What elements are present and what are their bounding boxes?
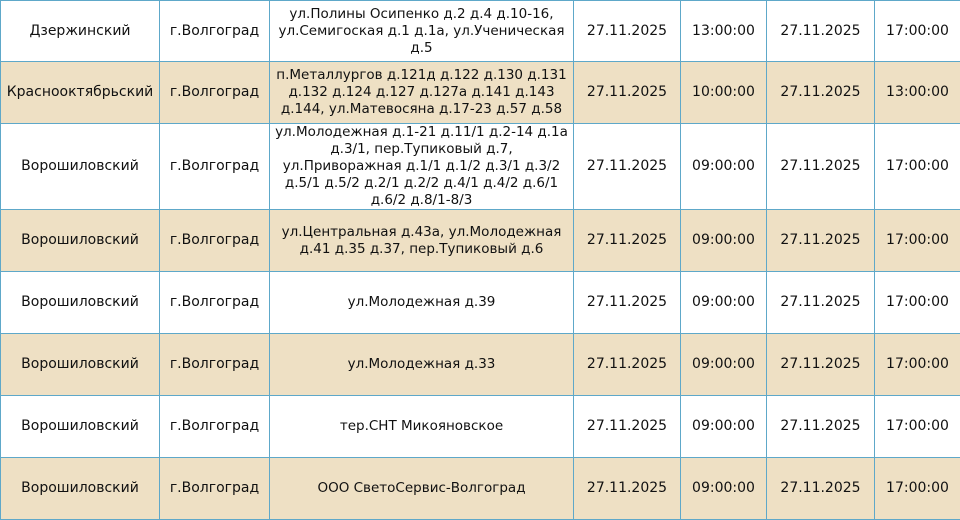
- table-row: [1, 124, 960, 210]
- address-cell: тер.СНТ Микояновское: [270, 396, 574, 458]
- start-date-cell: 27.11.2025: [574, 458, 681, 520]
- end-time-cell: 17:00:00: [875, 1, 960, 62]
- table-row: [1, 210, 960, 272]
- end-date-cell: 27.11.2025: [767, 272, 875, 334]
- end-date-cell: 27.11.2025: [767, 210, 875, 272]
- end-date-cell: 27.11.2025: [767, 458, 875, 520]
- district-cell: Ворошиловский: [1, 272, 160, 334]
- start-time-cell: 09:00:00: [681, 334, 767, 396]
- start-date-cell: 27.11.2025: [574, 210, 681, 272]
- address-cell: ул.Молодежная д.1-21 д.11/1 д.2-14 д.1а д.3/1, пер.Тупиковый д.7, ул.Приворажная д.1/1 д.1/2 д.3/1 д.3/2 д.5/1 д.5/2 д.2/1 д.2/2 д.4/1 д.4/2 д.6/1 д.6/2 д.8/1-8/3: [270, 124, 574, 210]
- end-time-cell: 17:00:00: [875, 334, 960, 396]
- city-cell: г.Волгоград: [160, 62, 270, 124]
- start-date-cell: 27.11.2025: [574, 272, 681, 334]
- start-time-cell: 09:00:00: [681, 210, 767, 272]
- address-cell: ул.Молодежная д.39: [270, 272, 574, 334]
- end-time-cell: 17:00:00: [875, 272, 960, 334]
- district-cell: Ворошиловский: [1, 124, 160, 210]
- start-time-cell: 09:00:00: [681, 458, 767, 520]
- end-time-cell: 17:00:00: [875, 396, 960, 458]
- end-date-cell: 27.11.2025: [767, 396, 875, 458]
- city-cell: г.Волгоград: [160, 396, 270, 458]
- district-cell: Ворошиловский: [1, 396, 160, 458]
- start-date-cell: 27.11.2025: [574, 62, 681, 124]
- city-cell: г.Волгоград: [160, 272, 270, 334]
- start-time-cell: 10:00:00: [681, 62, 767, 124]
- district-cell: Ворошиловский: [1, 458, 160, 520]
- address-cell: ул.Полины Осипенко д.2 д.4 д.10-16, ул.Семигоская д.1 д.1а, ул.Ученическая д.5: [270, 1, 574, 62]
- table-row: [1, 1, 960, 62]
- end-time-cell: 17:00:00: [875, 458, 960, 520]
- table-row: [1, 272, 960, 334]
- district-cell: Ворошиловский: [1, 334, 160, 396]
- city-cell: г.Волгоград: [160, 210, 270, 272]
- start-date-cell: 27.11.2025: [574, 124, 681, 210]
- district-cell: Дзержинский: [1, 1, 160, 62]
- city-cell: г.Волгоград: [160, 334, 270, 396]
- table-row: [1, 458, 960, 520]
- table-row: [1, 334, 960, 396]
- end-date-cell: 27.11.2025: [767, 1, 875, 62]
- start-time-cell: 09:00:00: [681, 124, 767, 210]
- address-cell: ул.Молодежная д.33: [270, 334, 574, 396]
- start-time-cell: 13:00:00: [681, 1, 767, 62]
- end-date-cell: 27.11.2025: [767, 334, 875, 396]
- end-time-cell: 17:00:00: [875, 210, 960, 272]
- city-cell: г.Волгоград: [160, 124, 270, 210]
- start-date-cell: 27.11.2025: [574, 1, 681, 62]
- district-cell: Ворошиловский: [1, 210, 160, 272]
- address-cell: ул.Центральная д.43а, ул.Молодежная д.41 д.35 д.37, пер.Тупиковый д.6: [270, 210, 574, 272]
- end-time-cell: 17:00:00: [875, 124, 960, 210]
- end-date-cell: 27.11.2025: [767, 62, 875, 124]
- start-date-cell: 27.11.2025: [574, 334, 681, 396]
- city-cell: г.Волгоград: [160, 458, 270, 520]
- start-time-cell: 09:00:00: [681, 396, 767, 458]
- start-time-cell: 09:00:00: [681, 272, 767, 334]
- address-cell: п.Металлургов д.121д д.122 д.130 д.131 д.132 д.124 д.127 д.127а д.141 д.143 д.144, ул.Матевосяна д.17-23 д.57 д.58: [270, 62, 574, 124]
- table-row: [1, 62, 960, 124]
- end-time-cell: 13:00:00: [875, 62, 960, 124]
- table-row: [1, 396, 960, 458]
- district-cell: Краснооктябрьский: [1, 62, 160, 124]
- end-date-cell: 27.11.2025: [767, 124, 875, 210]
- start-date-cell: 27.11.2025: [574, 396, 681, 458]
- address-cell: ООО СветоСервис-Волгоград: [270, 458, 574, 520]
- city-cell: г.Волгоград: [160, 1, 270, 62]
